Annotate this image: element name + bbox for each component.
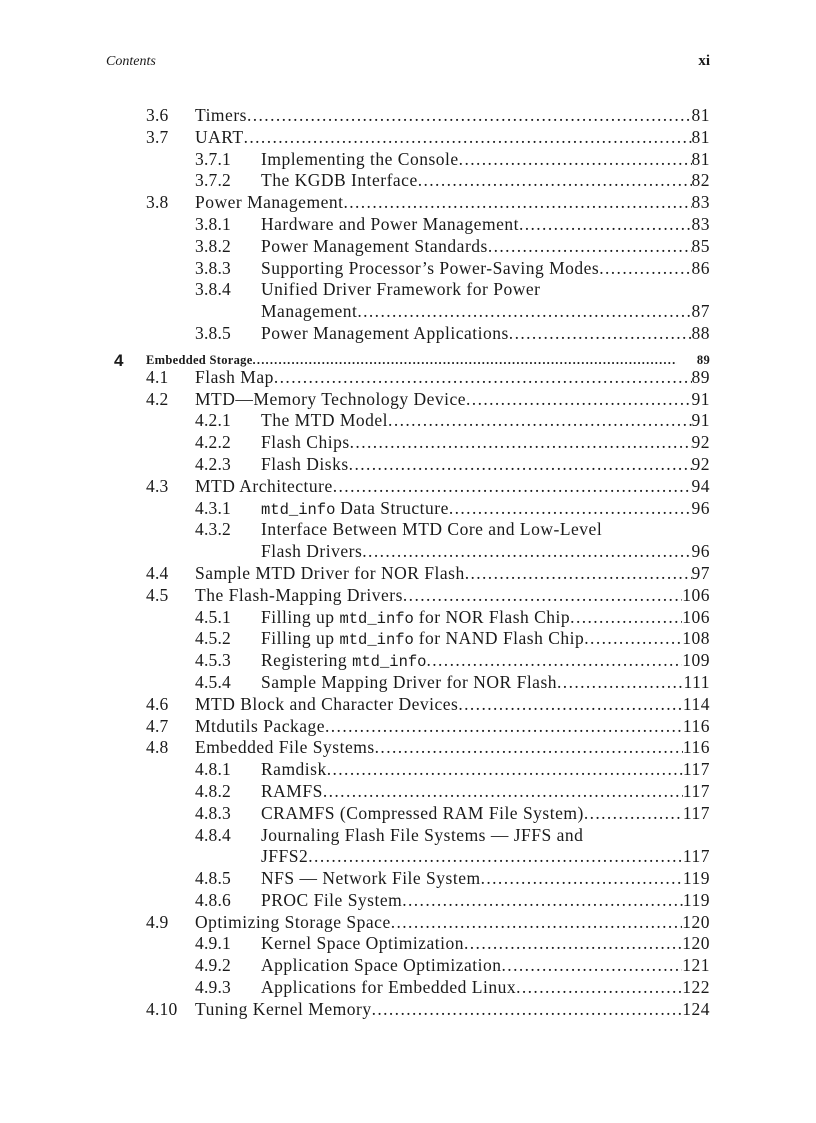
toc-entry xyxy=(195,563,710,585)
toc-subsection-row xyxy=(0,781,816,803)
toc-page-number: 117 xyxy=(682,780,710,801)
toc-page-number: 89 xyxy=(696,352,710,367)
toc-dot-leader xyxy=(402,890,683,912)
toc-dot-leader xyxy=(327,759,683,781)
toc-entry-title xyxy=(195,716,325,738)
toc-entry-title-text: The KGDB Interface xyxy=(261,170,418,191)
toc-page-number: 111 xyxy=(683,671,710,692)
toc-entry-title xyxy=(195,563,465,585)
toc-entry-title xyxy=(195,585,403,607)
toc-dot-leader xyxy=(426,650,682,672)
toc-entry-title-text: The Flash-Mapping Drivers xyxy=(195,584,403,605)
toc-entry-title-text: Implementing the Console xyxy=(261,148,459,169)
toc-page-number: 119 xyxy=(682,868,710,889)
toc-entry-number: 3.8.2 xyxy=(195,235,231,256)
table-of-contents xyxy=(0,105,816,1021)
toc-dot-leader xyxy=(481,868,683,890)
toc-dot-leader xyxy=(403,585,682,607)
toc-subsection-row xyxy=(0,279,816,301)
toc-entry-title xyxy=(261,410,388,432)
toc-entry-title xyxy=(261,214,519,236)
toc-entry-title-text: MTD Block and Character Devices xyxy=(195,693,459,714)
toc-entry-title-text: for NOR Flash Chip xyxy=(413,606,571,627)
toc-subsection-row xyxy=(0,258,816,280)
toc-page-number: 83 xyxy=(691,192,710,213)
toc-page-number: 120 xyxy=(682,911,710,932)
toc-entry-title-text: PROC File System xyxy=(261,889,403,910)
toc-dot-leader xyxy=(449,498,692,520)
toc-entry-title-text: Power Management Standards xyxy=(261,235,488,256)
toc-entry-number: 4.8.3 xyxy=(195,802,231,823)
toc-entry-number: 3.8 xyxy=(146,192,169,213)
toc-entry-number: 4.9 xyxy=(146,911,169,932)
toc-subsection-row xyxy=(0,149,816,171)
toc-dot-leader xyxy=(323,781,683,803)
toc-dot-leader xyxy=(362,541,691,563)
toc-entry xyxy=(261,955,710,977)
toc-entry-title xyxy=(261,650,426,674)
toc-entry-title xyxy=(261,977,516,999)
toc-entry-number: 3.7 xyxy=(146,126,169,147)
toc-dot-leader xyxy=(509,323,692,345)
toc-entry xyxy=(261,977,710,999)
toc-entry xyxy=(195,694,710,716)
toc-page-number: 81 xyxy=(691,126,710,147)
toc-dot-leader xyxy=(372,999,683,1021)
toc-entry-number: 4.9.1 xyxy=(195,933,231,954)
toc-page-number: 117 xyxy=(682,802,710,823)
toc-entry-title-text: Sample MTD Driver for NOR Flash xyxy=(195,562,465,583)
toc-entry-title-text: Flash Disks xyxy=(261,453,349,474)
running-header-section: Contents xyxy=(106,54,156,69)
toc-page-number: 94 xyxy=(691,475,710,496)
toc-section-row xyxy=(0,367,816,389)
toc-entry-title-prefix: Filling up xyxy=(261,606,340,627)
toc-entry xyxy=(195,716,710,738)
toc-page-number: 120 xyxy=(682,933,710,954)
toc-subsection-row xyxy=(0,868,816,890)
toc-page-number: 82 xyxy=(691,170,710,191)
toc-entry-title xyxy=(261,258,599,280)
toc-entry-title-text: RAMFS xyxy=(261,780,323,801)
toc-entry-title-text: Supporting Processor’s Power-Saving Modes xyxy=(261,257,600,278)
toc-dot-leader xyxy=(375,737,683,759)
toc-section-row xyxy=(0,999,816,1021)
toc-entry-number: 4.3 xyxy=(146,475,169,496)
toc-entry-title-text: Power Management xyxy=(195,192,344,213)
toc-section-row xyxy=(0,476,816,498)
toc-entry xyxy=(261,825,710,847)
toc-dot-leader xyxy=(570,607,682,629)
toc-entry xyxy=(261,519,710,541)
toc-section-row xyxy=(0,389,816,411)
toc-subsection-row xyxy=(0,607,816,629)
toc-entry-number: 4.2 xyxy=(146,388,169,409)
toc-entry-title-text: Flash Map xyxy=(195,366,274,387)
toc-entry xyxy=(261,498,710,522)
toc-entry xyxy=(261,214,710,236)
toc-page-number: 85 xyxy=(691,235,710,256)
toc-page-number: 117 xyxy=(682,846,710,867)
toc-subsection-row xyxy=(0,214,816,236)
toc-subsection-row xyxy=(0,410,816,432)
toc-entry-title xyxy=(261,781,323,803)
toc-entry xyxy=(261,323,710,345)
toc-entry-title-text: Flash Drivers xyxy=(261,541,363,562)
toc-entry-title xyxy=(195,999,372,1021)
toc-page-number: 108 xyxy=(682,628,710,649)
toc-dot-leader xyxy=(391,912,683,934)
toc-entry-title xyxy=(261,672,557,694)
toc-entry-title xyxy=(195,105,247,127)
toc-section-row xyxy=(0,737,816,759)
toc-entry xyxy=(195,389,710,411)
toc-subsection-row xyxy=(0,454,816,476)
toc-entry xyxy=(261,432,710,454)
toc-dot-leader xyxy=(516,977,682,999)
toc-page-number: 92 xyxy=(691,432,710,453)
toc-entry-title xyxy=(195,476,333,498)
toc-subsection-row xyxy=(0,825,816,847)
toc-subsection-row xyxy=(0,323,816,345)
toc-entry-title-text: for NAND Flash Chip xyxy=(413,628,585,649)
toc-page-number: 91 xyxy=(691,388,710,409)
toc-entry-code: mtd_info xyxy=(339,609,414,628)
toc-entry-number: 3.8.4 xyxy=(195,279,231,300)
toc-entry-number: 4.2.2 xyxy=(195,432,231,453)
toc-subsection-row xyxy=(0,650,816,672)
toc-dot-leader xyxy=(599,258,691,280)
toc-page-number: 96 xyxy=(691,497,710,518)
toc-page-number: 97 xyxy=(691,562,710,583)
toc-entry xyxy=(261,258,710,280)
toc-entry-number: 4.8.6 xyxy=(195,889,231,910)
toc-entry-title-text: CRAMFS (Compressed RAM File System) xyxy=(261,802,584,823)
toc-entry-title xyxy=(261,432,350,454)
toc-entry xyxy=(195,367,710,389)
toc-entry-title xyxy=(261,759,327,781)
toc-entry-title-prefix: Filling up xyxy=(261,628,340,649)
toc-dot-leader xyxy=(584,628,682,650)
toc-subsection-row xyxy=(0,432,816,454)
toc-section-row xyxy=(0,716,816,738)
toc-subsection-row xyxy=(0,519,816,541)
toc-section-row xyxy=(0,585,816,607)
toc-entry-title xyxy=(261,868,481,890)
toc-entry-number: 4.5.1 xyxy=(195,606,231,627)
toc-entry-code: mtd_info xyxy=(339,631,414,650)
toc-entry xyxy=(261,803,710,825)
toc-page-number: 119 xyxy=(682,889,710,910)
toc-entry xyxy=(261,868,710,890)
toc-entry-title-text: The MTD Model xyxy=(261,410,389,431)
toc-section-row xyxy=(0,105,816,127)
toc-entry-title xyxy=(261,628,584,652)
toc-entry-title-text: Embedded Storage xyxy=(146,352,253,367)
toc-entry-number: 3.6 xyxy=(146,105,169,125)
toc-entry-number: 3.8.1 xyxy=(195,213,231,234)
toc-entry-title-text: Optimizing Storage Space xyxy=(195,911,391,932)
toc-subsection-row xyxy=(0,933,816,955)
toc-entry-title-text: UART xyxy=(195,126,244,147)
toc-entry-title-text: Flash Chips xyxy=(261,432,350,453)
toc-page-number: 121 xyxy=(682,955,710,976)
toc-entry xyxy=(195,737,710,759)
toc-section-row xyxy=(0,694,816,716)
toc-page-number: 88 xyxy=(691,322,710,343)
toc-dot-leader xyxy=(488,236,692,258)
toc-entry xyxy=(261,890,710,912)
toc-entry-number: 4.5 xyxy=(146,584,169,605)
toc-entry-title-text: Data Structure xyxy=(335,497,449,518)
toc-dot-leader xyxy=(349,454,692,476)
toc-dot-leader xyxy=(418,170,692,192)
toc-section-row xyxy=(0,192,816,214)
toc-entry-title xyxy=(261,301,357,323)
toc-entry xyxy=(195,476,710,498)
toc-entry xyxy=(261,236,710,258)
toc-dot-leader xyxy=(466,389,691,411)
toc-entry-title xyxy=(261,607,570,631)
toc-entry-title xyxy=(261,955,502,977)
toc-subsection-row xyxy=(0,759,816,781)
toc-section-row xyxy=(0,912,816,934)
toc-dot-leader xyxy=(308,846,683,868)
toc-dot-leader xyxy=(350,432,692,454)
toc-entry-code: mtd_info xyxy=(352,653,427,672)
toc-entry-title xyxy=(261,846,308,868)
toc-entry-title-text: Journaling Flash File Systems — JFFS and xyxy=(261,824,584,845)
toc-entry-number: 4.8.1 xyxy=(195,759,231,780)
toc-continuation-row xyxy=(0,301,816,323)
toc-entry xyxy=(261,454,710,476)
toc-dot-leader xyxy=(458,694,683,716)
toc-entry-title-text: Embedded File Systems xyxy=(195,737,375,758)
toc-entry-number: 4.9.2 xyxy=(195,955,231,976)
toc-entry-title xyxy=(195,737,375,759)
toc-entry-title-text: NFS — Network File System xyxy=(261,868,481,889)
toc-entry-number: 4.3.2 xyxy=(195,519,231,540)
toc-entry-title xyxy=(261,236,488,258)
toc-entry-number: 4.5.2 xyxy=(195,628,231,649)
toc-page-number: 89 xyxy=(691,366,710,387)
toc-entry xyxy=(261,170,710,192)
toc-subsection-row xyxy=(0,498,816,520)
toc-entry xyxy=(261,628,710,652)
toc-subsection-row xyxy=(0,977,816,999)
toc-entry-title xyxy=(261,890,402,912)
toc-entry-title xyxy=(195,694,458,716)
toc-page-number: 91 xyxy=(691,410,710,431)
toc-entry-number: 4.5.3 xyxy=(195,650,231,671)
toc-entry-title-text: Hardware and Power Management xyxy=(261,213,519,234)
toc-dot-leader xyxy=(502,955,683,977)
toc-entry-number: 4.8.5 xyxy=(195,868,231,889)
toc-entry-title-text: Applications for Embedded Linux xyxy=(261,977,517,998)
toc-entry-number: 4.5.4 xyxy=(195,671,231,692)
toc-entry-title xyxy=(261,825,583,847)
toc-subsection-row xyxy=(0,170,816,192)
toc-entry-title-text: Tuning Kernel Memory xyxy=(195,998,372,1019)
toc-entry-number: 4.8 xyxy=(146,737,169,758)
toc-dot-leader xyxy=(325,716,683,738)
toc-entry xyxy=(261,846,710,868)
toc-entry-title-text: Timers xyxy=(195,105,247,125)
toc-entry-number: 4.1 xyxy=(146,366,169,387)
toc-entry-number: 4.10 xyxy=(146,998,178,1019)
toc-entry-title xyxy=(261,541,362,563)
toc-entry-number: 3.7.1 xyxy=(195,148,231,169)
page-number: xi xyxy=(698,53,710,69)
toc-subsection-row xyxy=(0,890,816,912)
toc-page-number: 122 xyxy=(682,977,710,998)
toc-entry xyxy=(261,279,710,301)
toc-continuation-row xyxy=(0,541,816,563)
toc-dot-leader xyxy=(343,192,691,214)
toc-entry-title-text: Ramdisk xyxy=(261,759,327,780)
toc-dot-leader xyxy=(584,803,683,825)
toc-subsection-row xyxy=(0,955,816,977)
toc-entry-title xyxy=(195,367,274,389)
toc-page-number: 106 xyxy=(682,606,710,627)
toc-subsection-row xyxy=(0,628,816,650)
toc-dot-leader xyxy=(464,933,682,955)
toc-entry xyxy=(195,585,710,607)
toc-entry-title xyxy=(261,323,509,345)
toc-dot-leader xyxy=(388,410,691,432)
toc-entry-title xyxy=(261,454,349,476)
toc-entry xyxy=(261,607,710,631)
toc-entry xyxy=(261,650,710,674)
toc-page-number: 124 xyxy=(682,998,710,1019)
toc-page-number: 116 xyxy=(682,737,710,758)
toc-entry-title-text: Interface Between MTD Core and Low-Level xyxy=(261,519,603,540)
toc-entry-number: 3.8.5 xyxy=(195,322,231,343)
toc-entry-title-text: Application Space Optimization xyxy=(261,955,502,976)
toc-page-number: 116 xyxy=(682,715,710,736)
toc-entry-title-text: Mtdutils Package xyxy=(195,715,325,736)
toc-entry-number: 4.4 xyxy=(146,562,169,583)
toc-dot-leader xyxy=(244,127,692,149)
toc-entry-number: 4.3.1 xyxy=(195,497,231,518)
toc-entry-title-text: Power Management Applications xyxy=(261,322,509,343)
toc-entry-title-text: Sample Mapping Driver for NOR Flash xyxy=(261,671,558,692)
toc-entry-title xyxy=(261,803,584,825)
toc-entry-title xyxy=(261,279,540,301)
toc-page-number: 117 xyxy=(682,759,710,780)
toc-entry-code: mtd_info xyxy=(261,500,336,519)
toc-entry-title xyxy=(195,192,343,214)
toc-entry xyxy=(261,410,710,432)
toc-page-number: 109 xyxy=(682,650,710,671)
toc-page-number: 87 xyxy=(691,301,710,322)
toc-section-row xyxy=(0,563,816,585)
toc-entry-number: 4.8.4 xyxy=(195,824,231,845)
toc-entry xyxy=(261,149,710,171)
toc-entry-number: 4.2.3 xyxy=(195,453,231,474)
toc-entry-title xyxy=(261,933,464,955)
toc-entry xyxy=(261,672,710,694)
toc-entry xyxy=(261,541,710,563)
toc-dot-leader xyxy=(459,149,692,171)
toc-subsection-row xyxy=(0,236,816,258)
toc-entry xyxy=(261,933,710,955)
toc-page-number: 96 xyxy=(691,541,710,562)
toc-chapter-number: 4 xyxy=(114,350,124,370)
toc-entry-title-text: MTD—Memory Technology Device xyxy=(195,388,467,409)
toc-page-number: 114 xyxy=(682,693,710,714)
toc-entry-title-text: JFFS2 xyxy=(261,846,309,867)
toc-dot-leader xyxy=(247,105,692,127)
toc-entry-number: 4.6 xyxy=(146,693,169,714)
toc-entry-title xyxy=(261,519,602,541)
toc-page-number: 81 xyxy=(691,148,710,169)
toc-entry-title xyxy=(261,170,418,192)
toc-entry-title-text: MTD Architecture xyxy=(195,475,333,496)
toc-section-row xyxy=(0,127,816,149)
toc-subsection-row xyxy=(0,672,816,694)
toc-page-number: 86 xyxy=(691,257,710,278)
toc-dot-leader xyxy=(357,301,691,323)
toc-dot-leader xyxy=(274,367,692,389)
toc-entry xyxy=(195,127,710,149)
toc-page-number: 92 xyxy=(691,453,710,474)
toc-dot-leader xyxy=(333,476,692,498)
toc-entry xyxy=(261,781,710,803)
toc-entry-title xyxy=(261,149,459,171)
toc-entry-title-prefix: Registering xyxy=(261,650,353,671)
toc-entry xyxy=(261,301,710,323)
toc-dot-leader xyxy=(557,672,684,694)
toc-entry xyxy=(195,192,710,214)
toc-entry-number: 3.8.3 xyxy=(195,257,231,278)
toc-entry-number: 4.7 xyxy=(146,715,169,736)
toc-dot-leader xyxy=(465,563,692,585)
toc-dot-leader xyxy=(519,214,692,236)
toc-page-number: 81 xyxy=(691,105,710,125)
toc-entry-number: 4.2.1 xyxy=(195,410,231,431)
toc-entry-title-text: Management xyxy=(261,301,358,322)
toc-entry xyxy=(195,105,710,127)
toc-page-number: 106 xyxy=(682,584,710,605)
toc-continuation-row xyxy=(0,846,816,868)
toc-entry-title-text: Unified Driver Framework for Power xyxy=(261,279,541,300)
toc-entry-title xyxy=(195,127,244,149)
toc-entry-title xyxy=(195,389,466,411)
toc-entry-number: 4.8.2 xyxy=(195,780,231,801)
toc-entry-number: 4.9.3 xyxy=(195,977,231,998)
toc-entry-title xyxy=(195,912,391,934)
toc-entry xyxy=(195,912,710,934)
toc-entry-title-text: Kernel Space Optimization xyxy=(261,933,464,954)
toc-entry xyxy=(261,759,710,781)
toc-subsection-row xyxy=(0,803,816,825)
toc-entry-number: 3.7.2 xyxy=(195,170,231,191)
toc-page-number: 83 xyxy=(691,213,710,234)
toc-entry xyxy=(195,999,710,1021)
toc-entry-title xyxy=(261,498,449,522)
